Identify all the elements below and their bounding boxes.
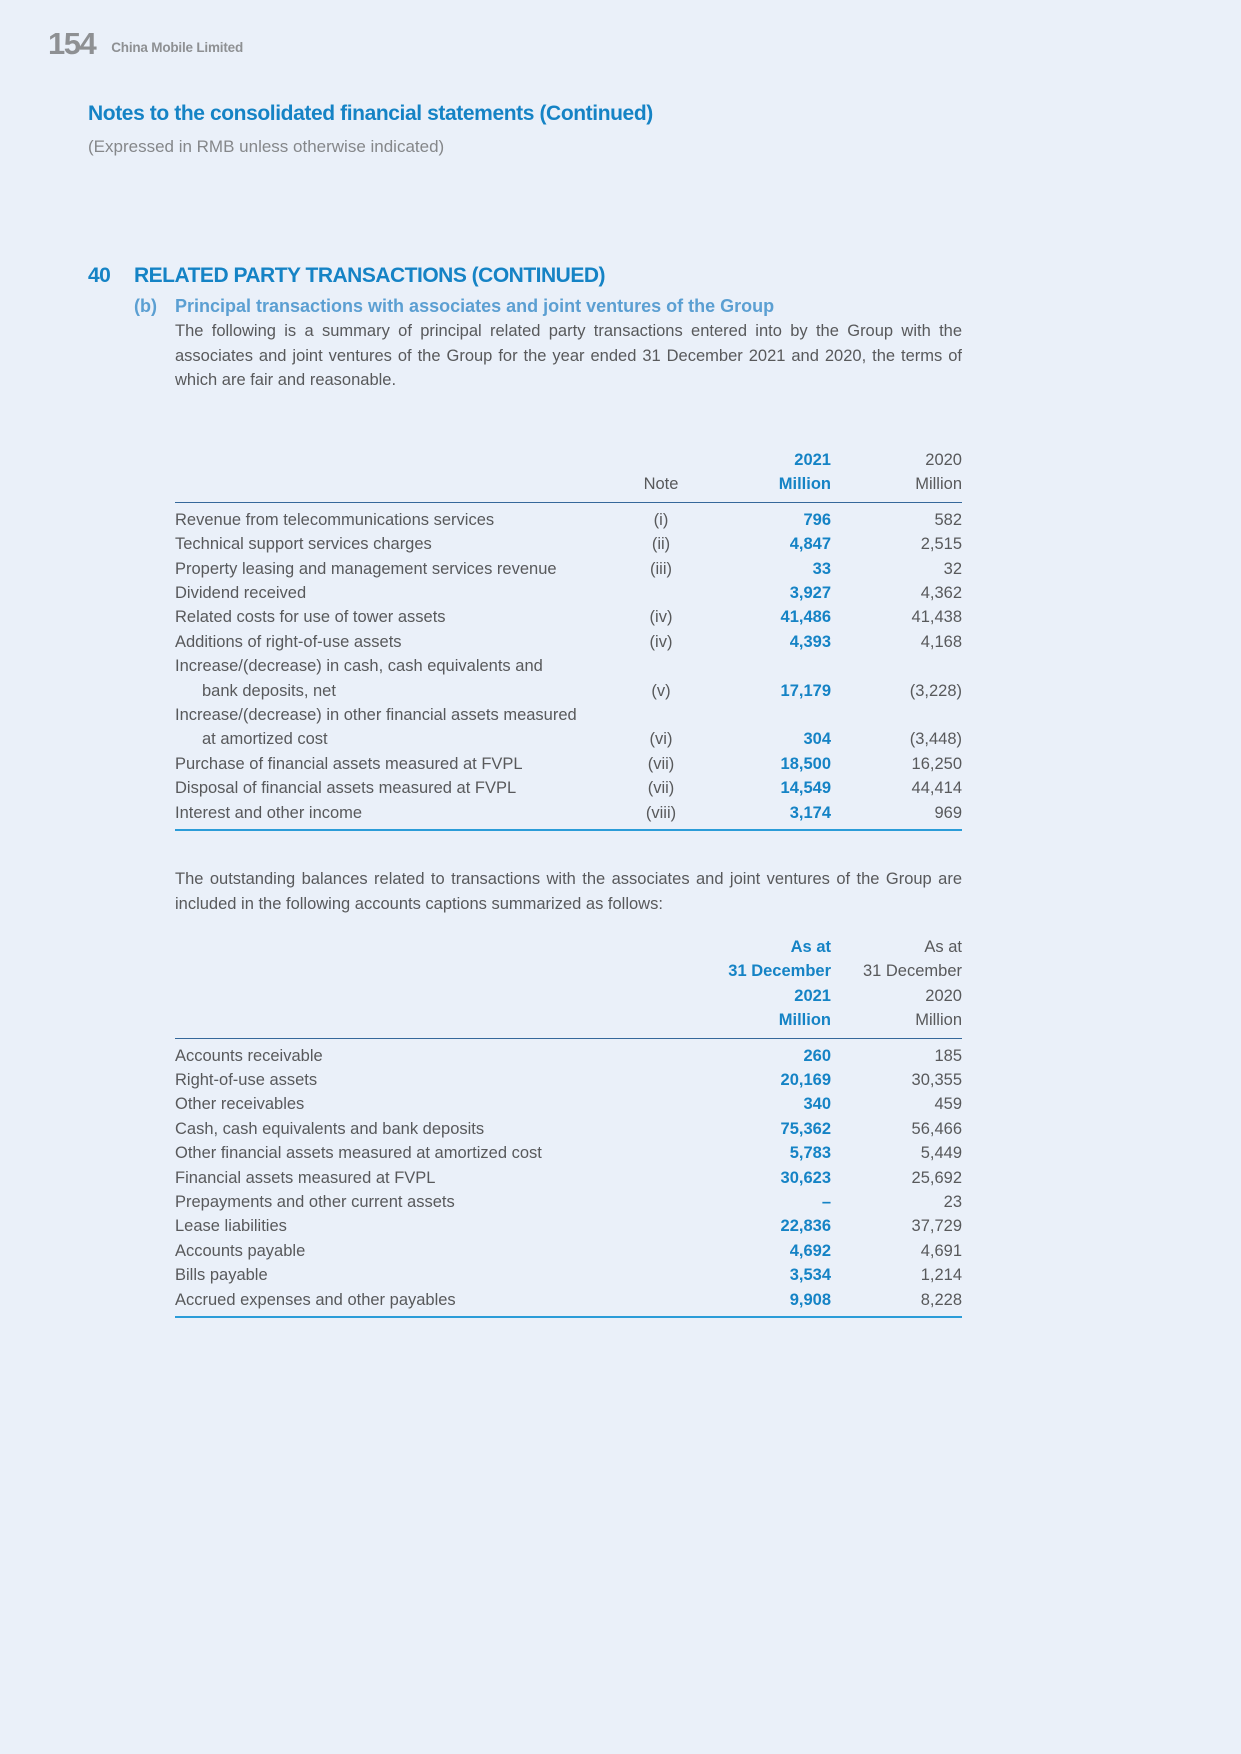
table-row — [175, 776, 962, 800]
header-spacer — [175, 472, 601, 496]
transactions-table-header — [175, 448, 962, 503]
row-value-2021: 9,908 — [789, 1290, 831, 1309]
row-note: (iv) — [649, 632, 673, 651]
balances-table-header — [175, 935, 962, 1039]
row-label: Increase/(decrease) in cash, cash equivalents and — [175, 657, 543, 676]
row-label-cell — [175, 508, 601, 532]
table-row — [175, 581, 962, 605]
row-value-2020: (3,228) — [909, 681, 962, 700]
row-label: Financial assets measured at FVPL — [175, 1168, 436, 1187]
row-label-cell — [175, 557, 601, 581]
row-label-cell — [175, 1263, 721, 1287]
table-row — [175, 1117, 962, 1141]
row-value-2020: 4,691 — [920, 1241, 962, 1260]
row-label-cell — [175, 1044, 721, 1068]
row-label-cell — [175, 1141, 721, 1165]
transactions-table — [175, 448, 962, 831]
balances-paragraph: The outstanding balances related to transactions with the associates and joint ventures of the Group are included in the following accounts captions summarized as follows: — [175, 870, 962, 913]
row-label: Revenue from telecommunications services — [175, 510, 495, 529]
row-label: Other financial assets measured at amortized cost — [175, 1144, 542, 1163]
header-line — [175, 959, 962, 983]
column-unit-2021: Million — [778, 475, 831, 494]
row-label: Property leasing and management services revenue — [175, 559, 557, 578]
column-unit-2021: Million — [778, 1011, 831, 1030]
row-label: Disposal of financial assets measured at FVPL — [175, 779, 517, 798]
row-value-2020: 969 — [934, 803, 962, 822]
page-number: 154 — [48, 26, 96, 61]
row-note: (iii) — [650, 559, 672, 578]
table-row — [175, 630, 962, 654]
row-value-2021: 20,169 — [780, 1071, 831, 1090]
table-row — [175, 1068, 962, 1092]
row-note: (vii) — [647, 779, 675, 798]
row-value-2021: 3,534 — [789, 1266, 831, 1285]
row-value-2020: 185 — [934, 1046, 962, 1065]
running-header — [48, 28, 243, 59]
row-label: Dividend received — [175, 584, 307, 603]
header-spacer — [175, 959, 721, 983]
row-note: (vii) — [647, 754, 675, 773]
column-year-2021: 2021 — [794, 451, 831, 469]
section-heading — [88, 264, 605, 288]
row-value-2021: 3,927 — [789, 584, 831, 603]
column-year-2020: 2020 — [925, 451, 962, 469]
row-label-cell — [175, 1166, 721, 1190]
header-unit-row — [175, 472, 962, 496]
row-value-2020: 459 — [934, 1095, 962, 1114]
table-row — [175, 1166, 962, 1190]
row-label-continuation: bank deposits, net — [202, 681, 336, 700]
row-value-2021: 3,174 — [789, 803, 831, 822]
table-row — [175, 1239, 962, 1263]
row-label-cell — [175, 532, 601, 556]
balances-table — [175, 935, 962, 1318]
row-value-2021: 5,783 — [789, 1144, 831, 1163]
column-unit-2020: Million — [915, 475, 962, 494]
table-row — [175, 605, 962, 629]
row-label-cell — [175, 1190, 721, 1214]
table-row — [175, 1092, 962, 1116]
column-date-2020: 31 December — [862, 962, 962, 981]
row-label-cell — [175, 776, 601, 800]
row-value-2021: 41,486 — [780, 608, 831, 627]
section-number: 40 — [88, 264, 111, 287]
header-year-row — [175, 448, 962, 472]
row-value-2020: 1,214 — [920, 1266, 962, 1285]
row-value-2020: 37,729 — [911, 1217, 962, 1236]
row-label-cell — [175, 654, 601, 703]
row-value-2021: 14,549 — [780, 779, 831, 798]
row-label: Accounts payable — [175, 1241, 306, 1260]
row-label-cell — [175, 703, 601, 752]
balances-table-body — [175, 1039, 962, 1318]
row-value-2020: 32 — [943, 559, 962, 578]
row-label: Technical support services charges — [175, 535, 432, 554]
table-row — [175, 1141, 962, 1165]
column-date-2021: 31 December — [728, 962, 831, 981]
row-value-2020: 582 — [934, 510, 962, 529]
row-label: Related costs for use of tower assets — [175, 608, 446, 627]
row-label: Other receivables — [175, 1095, 305, 1114]
row-value-2021: – — [821, 1193, 831, 1212]
row-label: Increase/(decrease) in other financial assets measured — [175, 706, 577, 725]
row-label: Additions of right-of-use assets — [175, 632, 402, 651]
row-value-2020: 56,466 — [911, 1119, 962, 1138]
column-unit-2020: Million — [915, 1011, 962, 1030]
transactions-table-body — [175, 503, 962, 831]
table-row — [175, 532, 962, 556]
row-value-2021: 30,623 — [780, 1168, 831, 1187]
row-value-2021: 17,179 — [780, 681, 831, 700]
column-year-2021: 2021 — [794, 986, 831, 1005]
notes-title: Notes to the consolidated financial statements (Continued) — [88, 102, 653, 125]
row-value-2021: 22,836 — [780, 1217, 831, 1236]
row-label: Purchase of financial assets measured at FVPL — [175, 754, 523, 773]
row-label: Lease liabilities — [175, 1217, 287, 1236]
row-label-cell — [175, 605, 601, 629]
row-note: (viii) — [645, 803, 677, 822]
row-value-2021: 340 — [803, 1095, 831, 1114]
row-value-2021: 4,692 — [789, 1241, 831, 1260]
table-row — [175, 752, 962, 776]
header-spacer — [175, 1008, 721, 1032]
subsection-title: Principal transactions with associates and joint ventures of the Group — [175, 296, 775, 316]
row-label: Prepayments and other current assets — [175, 1193, 455, 1212]
row-value-2021: 75,362 — [780, 1119, 831, 1138]
table-row — [175, 1044, 962, 1068]
row-label-cell — [175, 1092, 721, 1116]
row-note: (i) — [653, 510, 669, 529]
row-value-2021: 4,847 — [789, 535, 831, 554]
notes-subtitle: (Expressed in RMB unless otherwise indicated) — [88, 137, 445, 156]
header-spacer — [175, 984, 721, 1008]
row-label-cell — [175, 1239, 721, 1263]
row-label: Right-of-use assets — [175, 1071, 318, 1090]
row-note: (ii) — [651, 535, 671, 554]
row-value-2020: 23 — [943, 1193, 962, 1212]
section-title: RELATED PARTY TRANSACTIONS (CONTINUED) — [134, 264, 605, 287]
row-value-2020: (3,448) — [909, 730, 962, 749]
table-row — [175, 654, 962, 703]
row-value-2020: 41,438 — [911, 608, 962, 627]
row-value-2020: 25,692 — [911, 1168, 962, 1187]
table-row — [175, 1288, 962, 1312]
row-label: Interest and other income — [175, 803, 363, 822]
row-value-2021: 4,393 — [789, 632, 831, 651]
subsection-label: (b) — [134, 296, 157, 316]
row-value-2020: 2,515 — [920, 535, 962, 554]
header-spacer — [175, 935, 721, 959]
row-label-cell — [175, 1068, 721, 1092]
row-value-2020: 8,228 — [920, 1290, 962, 1309]
row-label: Accrued expenses and other payables — [175, 1290, 456, 1309]
intro-paragraph: The following is a summary of principal related party transactions entered into by the Group with the associates and joint ventures of the Group for the year ended 31 December 2021 and 2020, the terms of which are fair and reasonable. — [175, 322, 962, 389]
column-year-2020: 2020 — [925, 986, 962, 1005]
row-value-2020: 4,362 — [920, 584, 962, 603]
column-asat-2020: As at — [924, 938, 962, 956]
header-line — [175, 984, 962, 1008]
row-value-2020: 30,355 — [911, 1071, 962, 1090]
row-label: Bills payable — [175, 1266, 268, 1285]
row-value-2021: 18,500 — [780, 754, 831, 773]
row-label-cell — [175, 1214, 721, 1238]
row-value-2020: 4,168 — [920, 632, 962, 651]
row-value-2021: 796 — [803, 510, 831, 529]
row-note: (iv) — [649, 608, 673, 627]
row-value-2021: 304 — [803, 730, 831, 749]
row-value-2020: 5,449 — [920, 1144, 962, 1163]
column-note: Note — [643, 475, 679, 494]
row-label-cell — [175, 630, 601, 654]
row-label-cell — [175, 1117, 721, 1141]
row-label-cell — [175, 801, 601, 825]
row-label: Accounts receivable — [175, 1046, 323, 1065]
table-row — [175, 1263, 962, 1287]
table-row — [175, 801, 962, 825]
company-name: China Mobile Limited — [111, 40, 243, 55]
header-line — [175, 1008, 962, 1032]
column-asat-2021: As at — [790, 938, 831, 956]
header-spacer — [175, 448, 601, 472]
row-value-2020: 16,250 — [911, 754, 962, 773]
table-row — [175, 557, 962, 581]
subsection-heading — [134, 296, 774, 317]
row-label-cell — [175, 581, 601, 605]
row-value-2021: 260 — [803, 1046, 831, 1065]
row-label-cell — [175, 752, 601, 776]
row-label: Cash, cash equivalents and bank deposits — [175, 1119, 485, 1138]
table-row — [175, 703, 962, 752]
row-label-continuation: at amortized cost — [202, 730, 328, 749]
row-value-2020: 44,414 — [911, 779, 962, 798]
row-label-cell — [175, 1288, 721, 1312]
table-row — [175, 1190, 962, 1214]
table-row — [175, 508, 962, 532]
row-value-2021: 33 — [812, 559, 831, 578]
table-row — [175, 1214, 962, 1238]
row-note: (v) — [651, 681, 671, 700]
row-note: (vi) — [649, 730, 673, 749]
header-spacer — [601, 448, 721, 472]
header-line — [175, 935, 962, 959]
